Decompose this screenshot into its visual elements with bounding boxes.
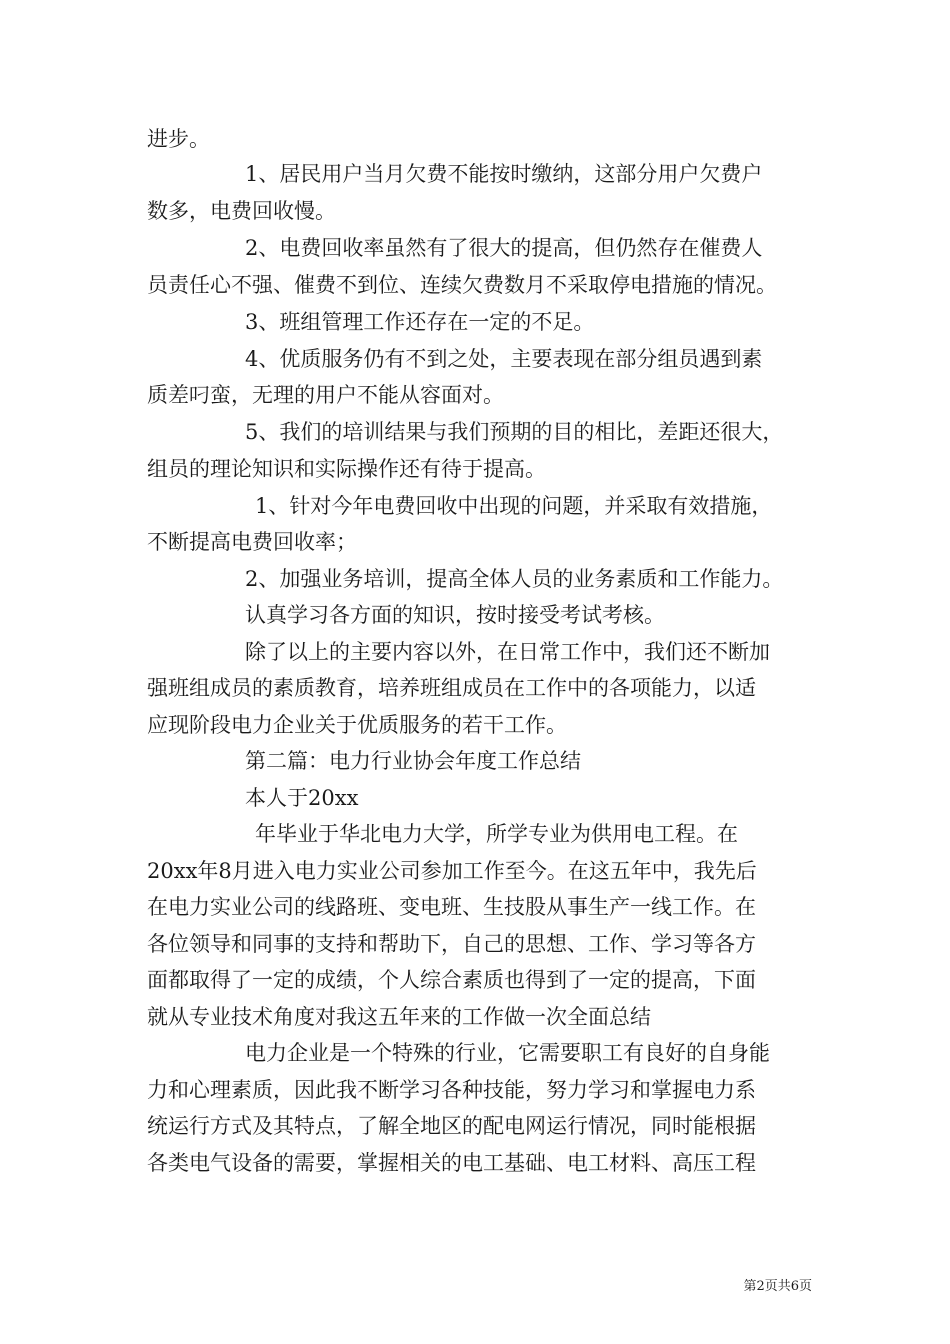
text-line: 1、针对今年电费回收中出现的问题，并采取有效措施， [255, 494, 773, 518]
text-line: 5、我们的培训结果与我们预期的目的相比，差距还很大， [245, 420, 784, 444]
text-line: 各位领导和同事的支持和帮助下，自己的思想、工作、学习等各方 [147, 932, 756, 956]
text-line: 各类电气设备的需要，掌握相关的电工基础、电工材料、高压工程 [147, 1151, 756, 1175]
text-line: 认真学习各方面的知识，按时接受考试考核。 [245, 603, 665, 627]
page-number: 第2页共6页 [743, 1279, 812, 1294]
text-line: 应现阶段电力企业关于优质服务的若干工作。 [147, 713, 567, 737]
text-line: 3、班组管理工作还存在一定的不足。 [245, 310, 595, 334]
text-line: 员责任心不强、催费不到位、连续欠费数月不采取停电措施的情况。 [147, 273, 777, 297]
text-line: 质差叼蛮，无理的用户不能从容面对。 [147, 383, 504, 407]
text-line: 2、加强业务培训，提高全体人员的业务素质和工作能力。 [245, 567, 784, 591]
text-line: 20xx年8月进入电力实业公司参加工作至今。在这五年中，我先后 [147, 859, 757, 883]
text-line: 2、电费回收率虽然有了很大的提高，但仍然存在催费人 [245, 236, 763, 260]
text-line: 除了以上的主要内容以外，在日常工作中，我们还不断加 [245, 640, 770, 664]
text-line: 电力企业是一个特殊的行业，它需要职工有良好的自身能 [245, 1041, 770, 1065]
text-line: 4、优质服务仍有不到之处，主要表现在部分组员遇到素 [245, 347, 763, 371]
text-line: 进步。 [147, 127, 210, 151]
text-line: 数多，电费回收慢。 [147, 199, 336, 223]
text-line: 统运行方式及其特点，了解全地区的配电网运行情况，同时能根据 [147, 1114, 756, 1138]
text-line: 在电力实业公司的线路班、变电班、生技股从事生产一线工作。在 [147, 895, 756, 919]
text-line: 年毕业于华北电力大学，所学专业为供用电工程。在 [255, 822, 738, 846]
text-line: 本人于20xx [245, 786, 359, 810]
section-heading: 第二篇：电力行业协会年度工作总结 [245, 749, 581, 773]
text-line: 不断提高电费回收率； [147, 530, 357, 554]
text-line: 力和心理素质，因此我不断学习各种技能，努力学习和掌握电力系 [147, 1078, 756, 1102]
text-line: 强班组成员的素质教育，培养班组成员在工作中的各项能力，以适 [147, 676, 756, 700]
text-line: 就从专业技术角度对我这五年来的工作做一次全面总结 [147, 1005, 651, 1029]
text-line: 组员的理论知识和实际操作还有待于提高。 [147, 457, 546, 481]
text-line: 面都取得了一定的成绩，个人综合素质也得到了一定的提高，下面 [147, 968, 756, 992]
text-line: 1、居民用户当月欠费不能按时缴纳，这部分用户欠费户 [245, 162, 763, 186]
